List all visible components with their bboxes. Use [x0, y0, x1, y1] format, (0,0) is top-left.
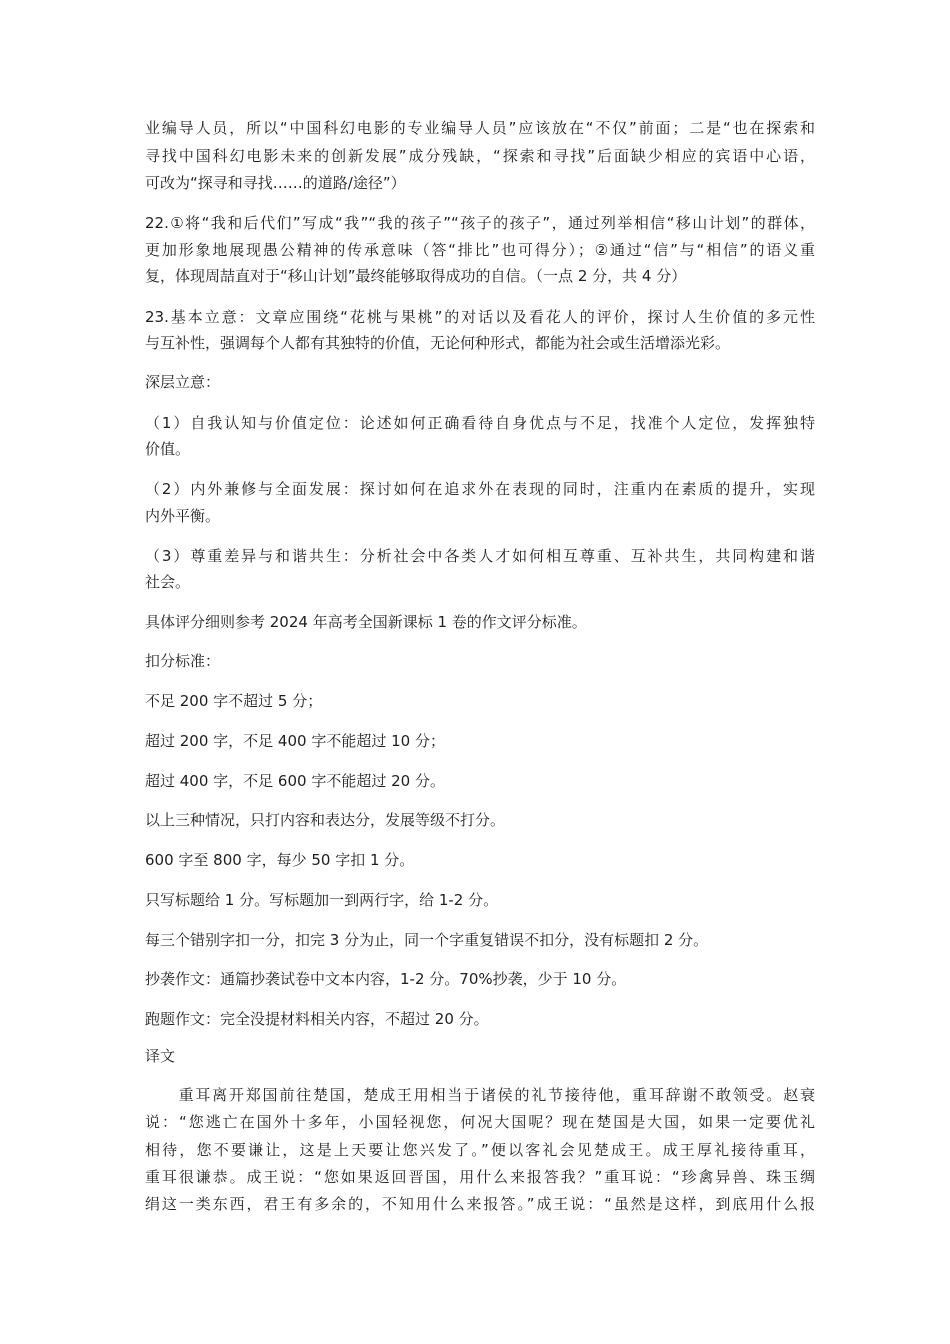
text-line: 说：“您逃亡在国外十多年，小国轻视您，何况大国呢？现在楚国是大国，如果一定要优礼	[145, 1113, 815, 1131]
text-line: 深层立意：	[145, 373, 221, 391]
text-line: 寻找中国科幻电影未来的创新发展”成分残缺，“探索和寻找”后面缺少相应的宾语中心语，	[145, 147, 815, 165]
text-line: 22.①将“我和后代们”写成“我”“我的孩子”“孩子的孩子”，通过列举相信“移山计划”的群体，	[145, 214, 815, 232]
text-line: 跑题作文：完全没提材料相关内容，不超过 20 分。	[145, 1010, 489, 1028]
text-line: （2）内外兼修与全面发展：探讨如何在追求外在表现的同时，注重内在素质的提升，实现	[145, 480, 815, 498]
text-line: 更加形象地展现愚公精神的传承意味（答“排比”也可得分）；②通过“信”与“相信”的语义重	[145, 241, 815, 259]
text-line: 可改为“探寻和寻找……的道路/途径”）	[145, 174, 406, 192]
text-line: 抄袭作文：通篇抄袭试卷中文本内容，1-2 分。70%抄袭，少于 10 分。	[145, 970, 627, 988]
text-line: 每三个错别字扣一分，扣完 3 分为止，同一个字重复错误不扣分，没有标题扣 2 分。	[145, 931, 709, 949]
text-line: 超过 400 字，不足 600 字不能超过 20 分。	[145, 772, 445, 790]
text-line: 超过 200 字，不足 400 字不能超过 10 分；	[145, 732, 445, 750]
text-line: 绢这一类东西，君王有多余的，不知用什么来报答。”成王说：“虽然是这样，到底用什么报	[145, 1195, 815, 1213]
text-line: 600 字至 800 字，每少 50 字扣 1 分。	[145, 851, 415, 869]
text-line: 以上三种情况，只打内容和表达分，发展等级不打分。	[145, 811, 506, 829]
text-line: 只写标题给 1 分。写标题加一到两行字，给 1-2 分。	[145, 891, 499, 909]
text-line: 与互补性，强调每个人都有其独特的价值，无论何种形式，都能为社会或生活增添光彩。	[145, 334, 731, 352]
text-line: 扣分标准：	[145, 652, 221, 670]
text-line: 重耳很谦恭。成王说：“您如果返回晋国，用什么来报答我？”重耳说：“珍禽异兽、珠玉绸	[145, 1168, 815, 1186]
text-line: 业编导人员，所以“中国科幻电影的专业编导人员”应该放在“不仅”前面；二是“也在探索和	[145, 119, 815, 137]
text-line: 相待，您不要谦让，这是上天要让您兴发了。”便以客礼会见楚成王。成王厚礼接待重耳，	[145, 1141, 815, 1159]
text-line: 复，体现周喆直对于“移山计划”最终能够取得成功的自信。（一点 2 分，共 4 分）	[145, 267, 687, 285]
text-line: 价值。	[145, 440, 191, 458]
text-line: （1）自我认知与价值定位：论述如何正确看待自身优点与不足，找准个人定位，发挥独特	[145, 414, 815, 432]
text-line: 具体评分细则参考 2024 年高考全国新课标 1 卷的作文评分标准。	[145, 613, 587, 631]
section-heading: 译文	[145, 1047, 176, 1065]
text-line: 23.基本立意：文章应围绕“花桃与果桃”的对话以及看花人的评价，探讨人生价值的多元性	[145, 308, 815, 326]
text-line: 不足 200 字不超过 5 分；	[145, 692, 323, 710]
text-line: 社会。	[145, 573, 191, 591]
text-line: 重耳离开郑国前往楚国，楚成王用相当于诸侯的礼节接待他，重耳辞谢不敢领受。赵衰	[145, 1086, 815, 1104]
text-line: （3）尊重差异与和谐共生：分析社会中各类人才如何相互尊重、互补共生，共同构建和谐	[145, 547, 815, 565]
text-line: 内外平衡。	[145, 507, 221, 525]
